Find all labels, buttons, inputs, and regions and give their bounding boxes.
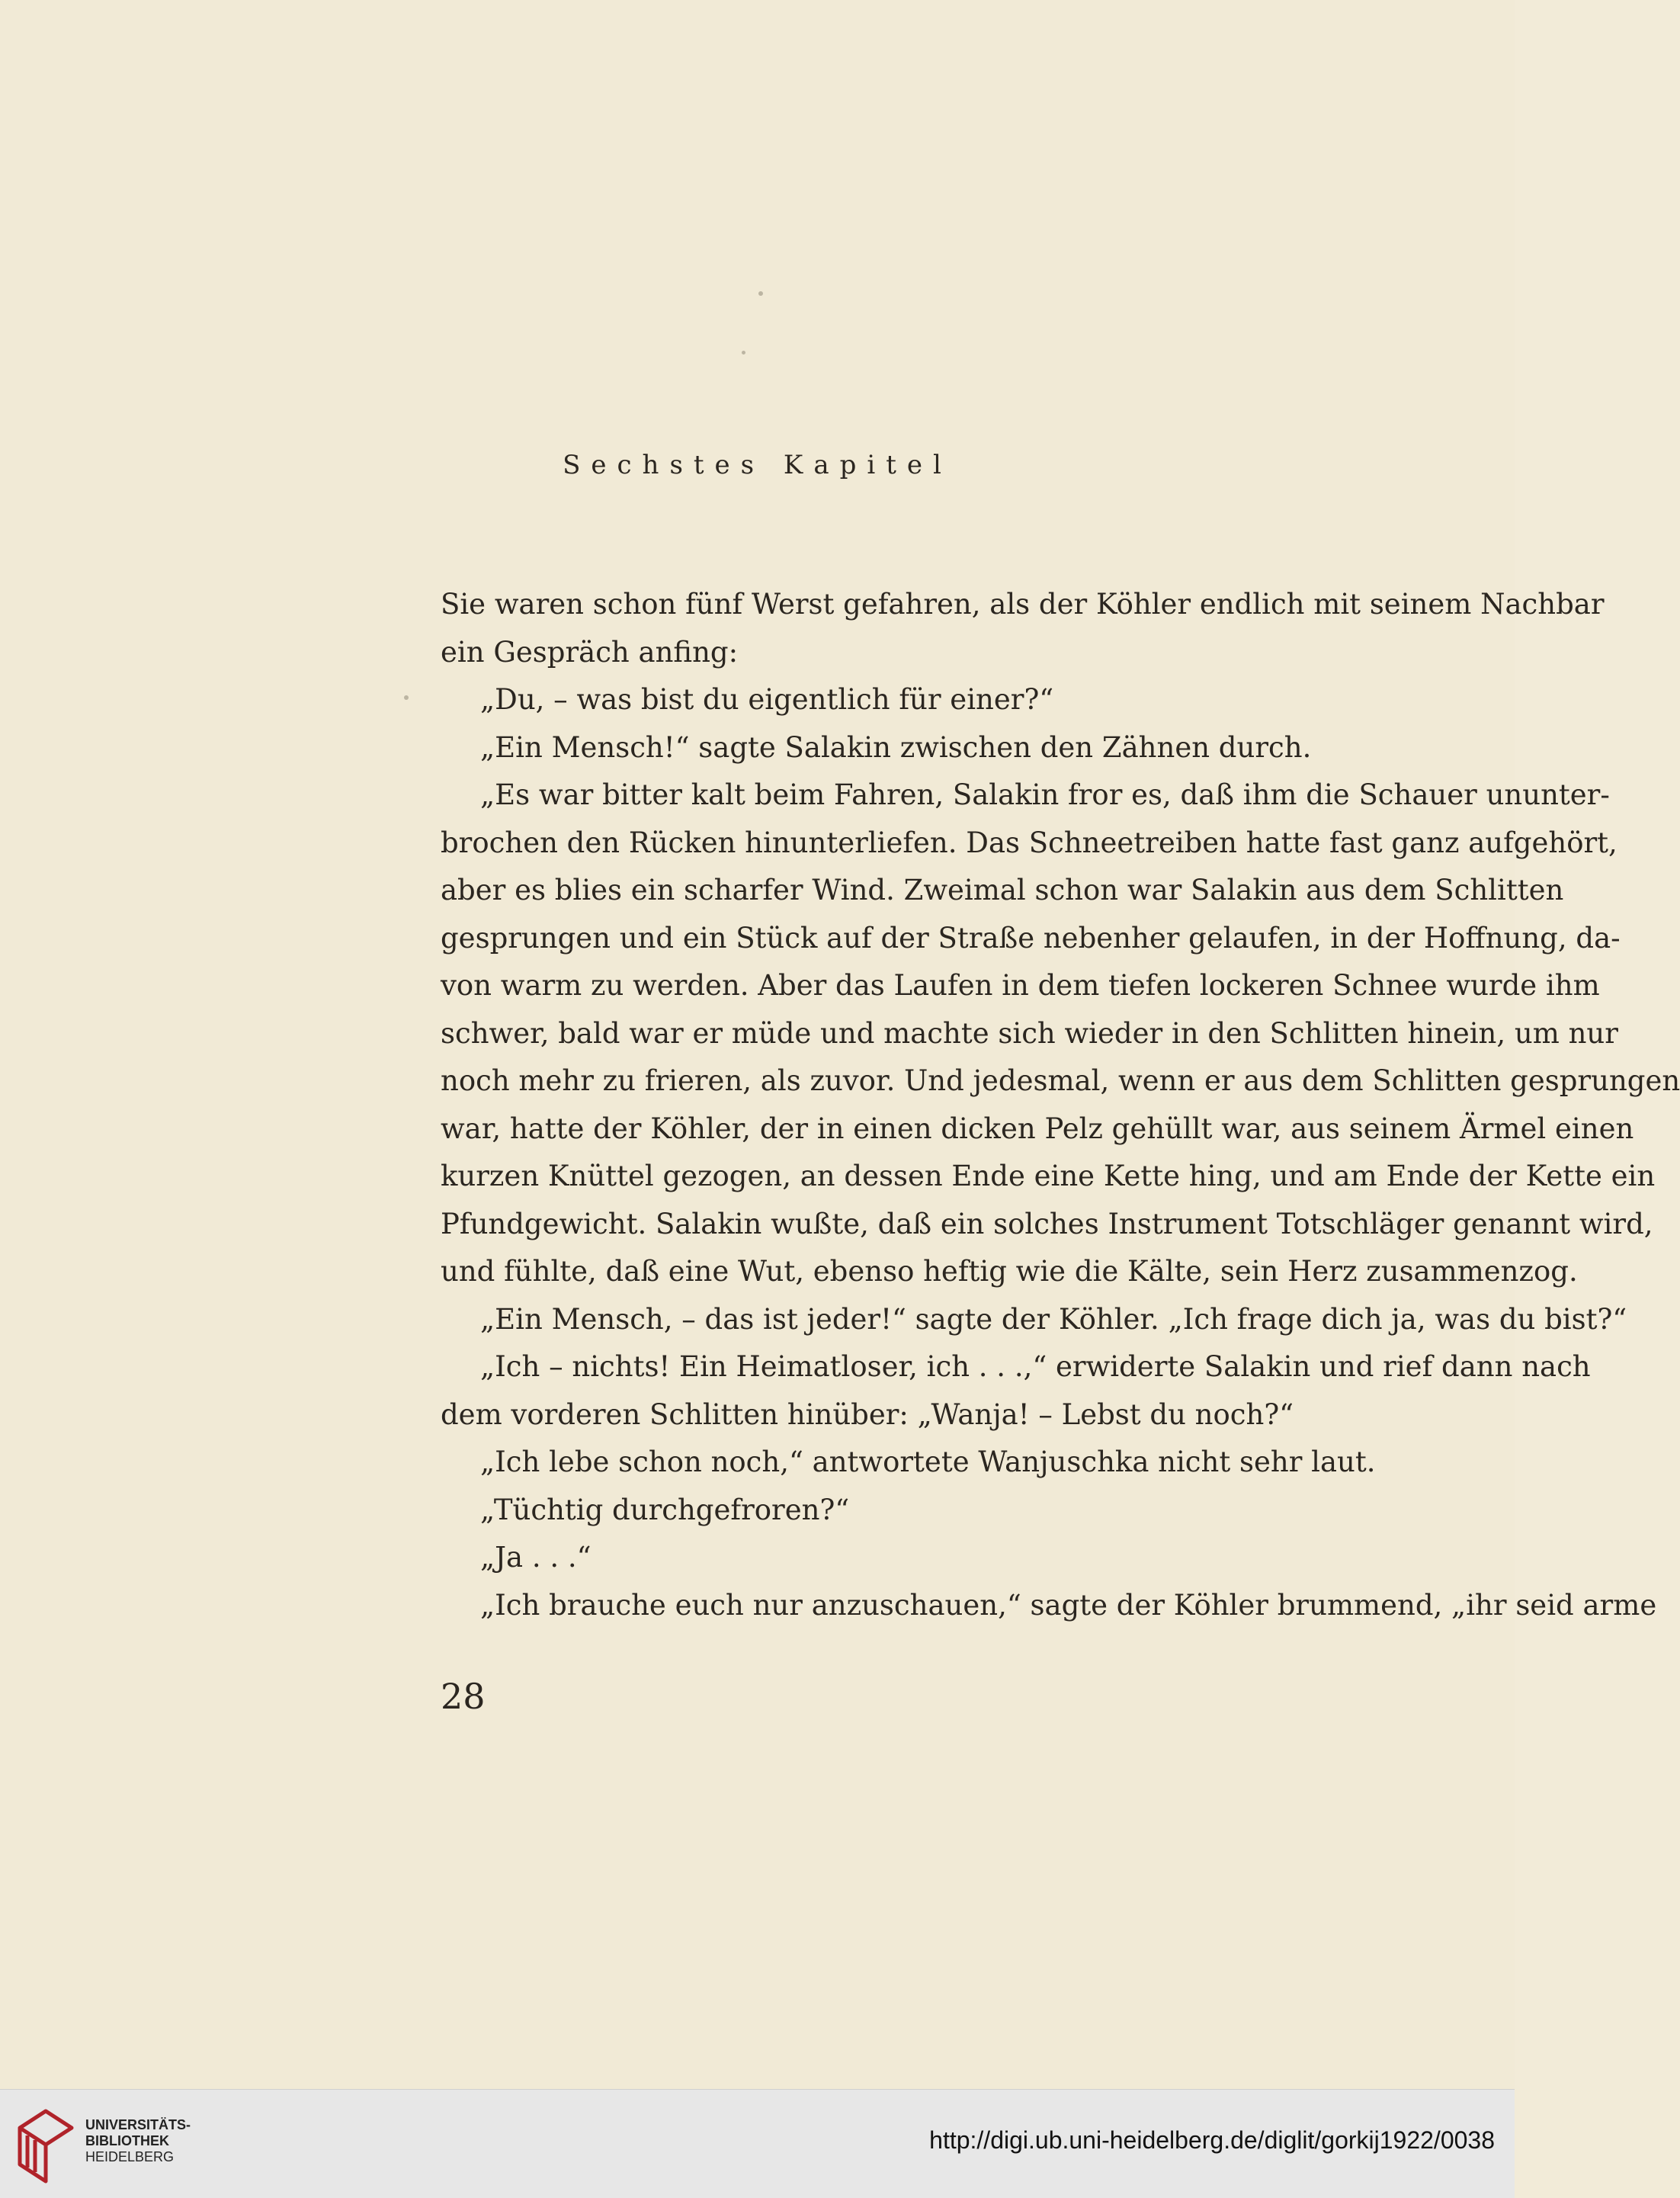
page-speck [742,351,745,355]
page-speck [404,695,409,700]
text-line: „Ja . . .“ [480,1541,592,1574]
library-name-line: BIBLIOTHEK [85,2133,169,2148]
text-line: und fühlte, daß eine Wut, ebenso heftig wie die Kälte, sein Herz zusammenzog. [441,1255,1578,1288]
text-line: noch mehr zu frieren, als zuvor. Und jedesmal, wenn er aus dem Schlitten gesprungen [441,1064,1680,1097]
text-line: aber es blies ein scharfer Wind. Zweimal schon war Salakin aus dem Schlitten [441,874,1564,906]
text-line: „Es war bitter kalt beim Fahren, Salakin fror es, daß ihm die Schauer ununter- [480,778,1610,811]
viewer-footer [0,2089,1515,2198]
body-text [441,581,1680,1629]
text-line: „Ich brauche euch nur anzuschauen,“ sagte der Köhler brummend, „ihr seid arme [480,1588,1657,1622]
text-line: „Ein Mensch!“ sagte Salakin zwischen den Zähnen durch. [480,730,1312,764]
text-line: von warm zu werden. Aber das Laufen in dem tiefen lockeren Schnee wurde ihm [441,969,1600,1002]
library-name-line: UNIVERSITÄTS- [85,2117,191,2132]
text-line: Pfundgewicht. Salakin wußte, daß ein solches Instrument Totschläger genannt wird, [441,1207,1653,1240]
text-line: „Du, – was bist du eigentlich für einer?“ [480,683,1054,716]
text-line: kurzen Knüttel gezogen, an dessen Ende eine Kette hing, und am Ende der Kette ein [441,1160,1656,1192]
text-line: schwer, bald war er müde und machte sich wieder in den Schlitten hinein, um nur [441,1016,1618,1050]
text-line: „Tüchtig durchgefroren?“ [480,1493,850,1526]
text-line: „Ein Mensch, – das ist jeder!“ sagte der Köhler. „Ich frage dich ja, was du bist?“ [480,1302,1627,1336]
text-line: war, hatte der Köhler, der in einen dicken Pelz gehüllt war, aus seinem Ärmel einen [441,1112,1634,1145]
page-number: 28 [441,1676,486,1717]
text-line: Sie waren schon fünf Werst gefahren, als der Köhler endlich mit seinem Nachbar [441,588,1605,621]
text-line: „Ich – nichts! Ein Heimatloser, ich . . .,“ erwiderte Salakin und rief dann nach [480,1350,1591,1383]
text-line: brochen den Rücken hinunterliefen. Das Schneetreiben hatte fast ganz aufgehört, [441,826,1617,859]
library-name-line: HEIDELBERG [85,2149,175,2164]
text-line: ein Gespräch anfing: [441,635,739,669]
page-speck [758,291,763,296]
text-line: „Ich lebe schon noch,“ antwortete Wanjuschka nicht sehr laut. [480,1446,1376,1478]
text-line: gesprungen und ein Stück auf der Straße nebenher gelaufen, in der Hoffnung, da- [441,921,1621,955]
text-line: dem vorderen Schlitten hinüber: „Wanja! – Lebst du noch?“ [441,1397,1294,1431]
ub-heidelberg-logo-icon[interactable] [15,2105,76,2184]
source-url-link[interactable]: http://digi.ub.uni-heidelberg.de/diglit/gorkij1922/0038 [929,2126,1495,2154]
chapter-title: Sechstes Kapitel [563,450,952,480]
library-name[interactable] [85,2117,191,2165]
